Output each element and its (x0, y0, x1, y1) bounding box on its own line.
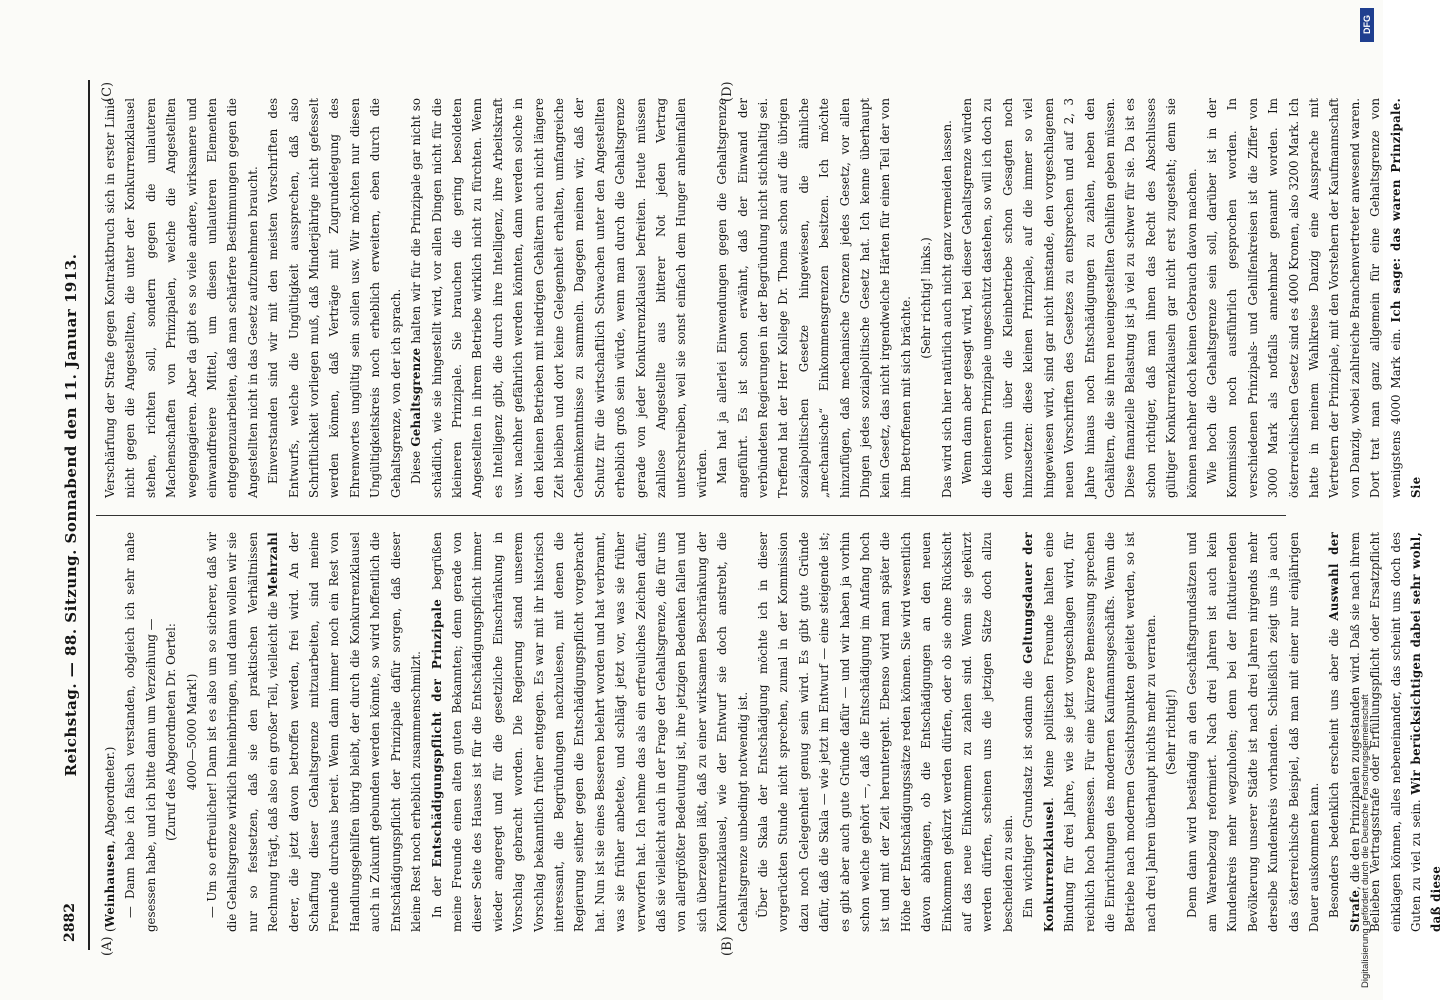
page-header (60, 80, 90, 950)
margin-marker-d: (D) (720, 81, 735, 102)
paragraph: Denn dann wird beständig an den Geschäftsgrundsätzen und am Warenbezug reformiert. Nach drei Jahren ist auch kein Kundenkreis mehr wegzuholen; denn bei der fluktuierenden Bevölkerung unserer Städte ist nach drei Jahren nirgends mehr derselbe Kundenkreis vorhanden. Schließlich zeigt uns ja auch das österreichische Beispiel, daß man mit einer nur einjährigen Dauer auskommen kann. (1184, 532, 1321, 932)
paragraph: — Dann habe ich falsch verstanden, obgleich ich sehr nahe gesessen habe, und ich bitte dann um Verzeihung — (123, 532, 158, 932)
paragraph: (Weinhausen, Abgeordneter.) (103, 746, 117, 932)
paragraph: In der Entschädigungspflicht der Prinzipale begrüßen meine Freunde einen alten guten Bekannten; denn gerade von dieser Seite des Hauses ist für die Entschädigungspflicht immer wieder angeregt und für die gesetzliche Einschränkung in Vorschlag gebracht worden. Die Regierung stand unserem Vorschlag bekanntlich früher entgegen. Es war mit ihr historisch interessant, die Begründungen nachzulesen, mit denen die Regierung seither gegen die Entschädigungspflicht vorgebracht hat. Nun ist sie eines Besseren belehrt worden und hat verbrannt, was sie früher anbetete, und schlägt jetzt vor, was sie früher verworfen hat. Ich nehme das als ein erfreuliches Zeichen dafür, daß sie vielleicht auch in der Frage der Gehaltsgrenze, die für uns von allergrößter Bedeutung ist, ihre jetzigen Bedenken fallen und sich überzeugen läßt, daß zu einer wirksamen Beschränkung der Konkurrenzklausel, wie der Entwurf sie doch anstrebt, die Gehaltsgrenze unbedingt notwendig ist. (429, 532, 750, 932)
page-number: 2882 (62, 903, 78, 942)
paragraph: Über die Skala der Entschädigung möchte ich in dieser vorgerückten Stunde nicht sprechen, zumal in der Kommission dazu noch Gelegenheit genug sein wird. Es gibt gute Gründe dafür, daß die Skala — wie jetzt im Entwurf — eine steigende ist; es gibt aber auch gute Gründe dafür — und wir haben ja vorhin schon welche gehört —, daß die Entschädigung im Anfang hoch ist und mit der Zeit heruntergeht. Ebenso wird man später die Höhe der Entschädigungssätze reden können. Sie wird wesentlich davon abhängen, ob die Entschädigungen an den neuen Einkommen gekürzt werden dürfen, oder ob sie ohne Rücksicht auf das neue Einkommen zu zahlen sind. Wenn sie gekürzt werden dürfen, scheinen uns die jetzigen Sätze doch allzu bescheiden zu sein. (756, 532, 1015, 932)
dfg-logo: DFG (1360, 8, 1374, 42)
paragraph: Ein wichtiger Grundsatz ist sodann die Geltungsdauer der Konkurrenzklausel. Meine politischen Freunde halten eine Bindung für drei Jahre, wie sie jetzt vorgeschlagen wird, für reichlich hoch bemessen. Für eine kürzere Bemessung sprechen die Einrichtungen des modernen Kaufmannsgeschäfts. Wenn die Betriebe nach modernen Gesichtspunkten geleitet werden, so ist nach drei Jahren überhaupt nichts mehr zu verraten. (1021, 531, 1158, 932)
margin-marker-a: (A) (100, 936, 115, 956)
text-column-right (100, 97, 1423, 498)
digitization-credit: Digitalisierung gefördert durch die Deutsche Forschungsgemeinschaft (1360, 694, 1371, 988)
margin-marker-b: (B) (720, 936, 735, 956)
paragraph: Man hat ja allerlei Einwendungen gegen die Gehaltsgrenze angeführt. Es ist schon erwähnt, daß der Einwand der verbündeten Regierungen in der Begründung nicht stichhaltig sei. Treffend hat der Herr Kollege Dr. Thoma schon auf die übrigen sozialpolitischen Gesetze hingewiesen, die ähnliche „mechanische“ Einkommensgrenzen besitzen. Ich möchte hinzufügen, daß mechanische Grenzen jedes Gesetz, vor allen Dingen jedes sozialpolitische Gesetz hat. Ich kenne überhaupt kein Gesetz, das nicht irgendwelche Härten für einen Teil der von ihm Betroffenen mit sich brächte. (715, 98, 913, 498)
header-rule (88, 80, 90, 950)
paragraph: (Sehr richtig! links.) (919, 237, 934, 359)
running-title: Reichstag. — 88. Sitzung. Sonnabend den 11. Januar 1913. (62, 253, 80, 777)
column-divider (96, 515, 1286, 516)
paragraph: (Sehr richtig!) (1164, 689, 1179, 775)
scan-credit-strip (1360, 8, 1378, 992)
paragraph: (Zuruf des Abgeordneten Dr. Oertel: 4000—5000 Mark!) (164, 623, 199, 841)
paragraph: Das wird sich hier natürlich auch nicht ganz vermeiden lassen. (939, 120, 954, 498)
paragraph: Verschärfung der Strafe gegen Kontraktbruch sich in erster Linie nicht gegen die Angestellten, die unter der Konkurrenzklausel stehen, richten soll, sondern gegen die unlauteren Machenschaften von Prinzipalen, welche die Angestellten wegengagieren. Aber da gibt es so viele andere, wirksamere und einwandfreiere Mittel, um diesen unlauteren Elementen entgegenzuarbeiten, daß man schärfere Bestimmungen gegen die Angestellten nicht in das Gesetz aufzunehmen braucht. (103, 98, 260, 498)
paragraph: Besonders bedenklich erscheint uns aber die Auswahl der Strafe, die den Prinzipalen zugestanden wird. Daß sie nach ihrem Belieben Vertragsstrafe oder Erfüllungspflicht oder Ersatzpflicht einklagen können, alles nebeneinander, das scheint uns doch des Guten zu viel zu sein. Wir berücksichtigen dabei sehr wohl, daß diese (1327, 532, 1444, 932)
paragraph: Wie hoch die Gehaltsgrenze sein soll, darüber ist in der Kommission noch ausführlich gesprochen worden. In verschiedenen Prinzipals- und Gehilfenkreisen ist die Ziffer von 3000 Mark als notfalls annehmbar genannt worden. Im österreichischen Gesetz sind es 4000 Kronen, also 3200 Mark. Ich hatte in meinem Wahlkreise Danzig eine Aussprache mit Vertretern der Prinzipale, mit den Vorstehern der Kaufmannschaft von Danzig, wobei zahlreiche Branchenvertreter anwesend waren. Dort trat man ganz allgemein für eine Gehaltsgrenze von wenigstens 4000 Mark ein. Ich sage: das waren Prinzipale. Sie (1204, 97, 1423, 498)
paragraph: — Um so erfreulicher! Dann ist es also um so sicherer, daß wir die Gehaltsgrenze wirklich hineinbringen, und dann wollen wir sie nur so festsetzen, daß sie den praktischen Verhältnissen Rechnung trägt, daß also ein großer Teil, vielleicht die Mehrzahl derer, die jetzt davon betroffen werden, frei wird. An der Schaffung dieser Gehaltsgrenze mitzuarbeiten, sind meine Freunde durchaus bereit. Wenn dann immer noch ein Rest von Handlungsgehilfen übrig bleibt, der durch die Konkurrenzklausel auch in Zukunft gebunden werden könnte, so wird hoffentlich die Entschädigungspflicht der Prinzipale dafür sorgen, daß dieser kleine Rest noch erheblich zusammenschmilzt. (205, 532, 424, 932)
paragraph: Einverstanden sind wir mit den meisten Vorschriften des Entwurfs, welche die Ungültigkeit aussprechen, daß also Schriftlichkeit vorliegen muß, daß Minderjährige nicht gefesselt werden können, daß Verträge mit Zugrundelegung des Ehrenwortes ungültig sein sollen usw. Wir möchten nur diesen Ungültigkeitskreis noch erheblich erweitern, eben durch die Gehaltsgrenze, von der ich sprach. (266, 98, 403, 498)
paragraph: Wenn dann aber gesagt wird, bei dieser Gehaltsgrenze würden die kleineren Prinzipale ungeschützt dastehen, so will ich doch zu dem vorhin über die Kleinbetriebe schon Gesagten noch hinzusetzen: diese kleinen Prinzipale, auf die immer so viel hingewiesen wird, sind gar nicht imstande, den vorgeschlagenen neuen Vorschriften des Gesetzes zu entsprechen und auf 2, 3 Jahre hinaus noch Entschädigungen zu zahlen, neben den Gehältern, die sie ihren neueingestellten Gehilfen geben müssen. Diese finanzielle Belastung ist ja viel zu schwer für sie. Da ist es schon richtiger, daß man ihnen das Recht des Abschlusses gültiger Konkurrenzklauseln gar nicht erst zugesteht; denn sie können nachher doch keinen Gebrauch davon machen. (960, 98, 1199, 498)
paragraph: Diese Gehaltsgrenze halten wir für die Prinzipale gar nicht so schädlich, wie sie hingestellt wird, vor allen Dingen nicht für die kleineren Prinzipale. Sie brauchen die gering besoldeten Angestellten in ihrem Betriebe wirklich nicht zu fürchten. Wenn es Intelligenz gibt, die durch ihre Intelligenz, ihre Arbeitskraft usw. nachher gefährlich werden könnten, dann werden solche in den kleinen Betrieben mit niedrigen Gehältern auch nicht längere Zeit bleiben und dort keine Gelegenheit erhalten, umfangreiche Geheimkenntnisse zu sammeln. Dagegen meinen wir, daß der Schutz für die wirtschaftlich Schwachen unter den Angestellten erheblich groß sein würde, wenn man durch die Gehaltsgrenze gerade von jeder Konkurrenzklausel befreiten. Heute müssen zahllose Angestellte aus bitterer Not jeden Vertrag unterschreiben, weil sie sonst einfach dem Hunger anheimfallen würden. (409, 98, 709, 498)
margin-marker-c: (C) (100, 81, 115, 102)
